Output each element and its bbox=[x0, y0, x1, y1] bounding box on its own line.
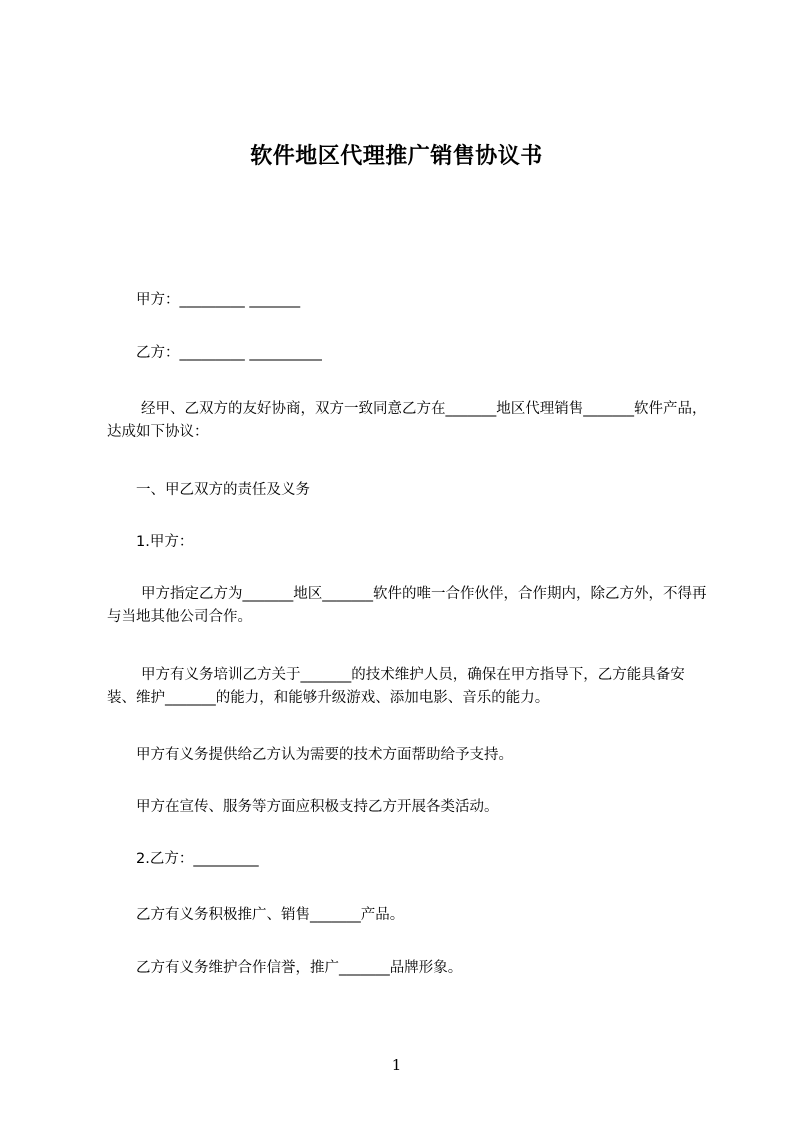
party-a-line: 甲方：_________ _______ bbox=[136, 292, 301, 308]
subheading-party-a: 1.甲方： bbox=[136, 534, 194, 550]
intro-paragraph: 经甲、乙双方的友好协商，双方一致同意乙方在_______地区代理销售_______软件产品，达成如下协议： bbox=[107, 401, 707, 440]
party-a-clause-1: 甲方指定乙方为_______地区_______软件的唯一合作伙伴，合作期内，除乙方外，不得再与当地其他公司合作。 bbox=[107, 586, 707, 625]
subheading-party-b: 2.乙方：_________ bbox=[136, 851, 259, 867]
section-heading-responsibilities: 一、甲乙双方的责任及义务 bbox=[136, 482, 310, 498]
party-a-clause-2: 甲方有义务培训乙方关于_______的技术维护人员，确保在甲方指导下，乙方能具备安装、维护_______的能力，和能够升级游戏、添加电影、音乐的能力。 bbox=[107, 667, 685, 706]
party-b-clause-2: 乙方有义务维护合作信誉，推广_______品牌形象。 bbox=[136, 960, 463, 976]
page-number: 1 bbox=[391, 1056, 402, 1074]
party-b-line: 乙方：_________ __________ bbox=[136, 345, 322, 361]
document-title: 软件地区代理推广销售协议书 bbox=[250, 144, 543, 169]
party-a-clause-3: 甲方有义务提供给乙方认为需要的技术方面帮助给予支持。 bbox=[136, 747, 513, 763]
party-a-clause-4: 甲方在宣传、服务等方面应积极支持乙方开展各类活动。 bbox=[136, 799, 499, 815]
party-b-clause-1: 乙方有义务积极推广、销售_______产品。 bbox=[136, 907, 405, 923]
